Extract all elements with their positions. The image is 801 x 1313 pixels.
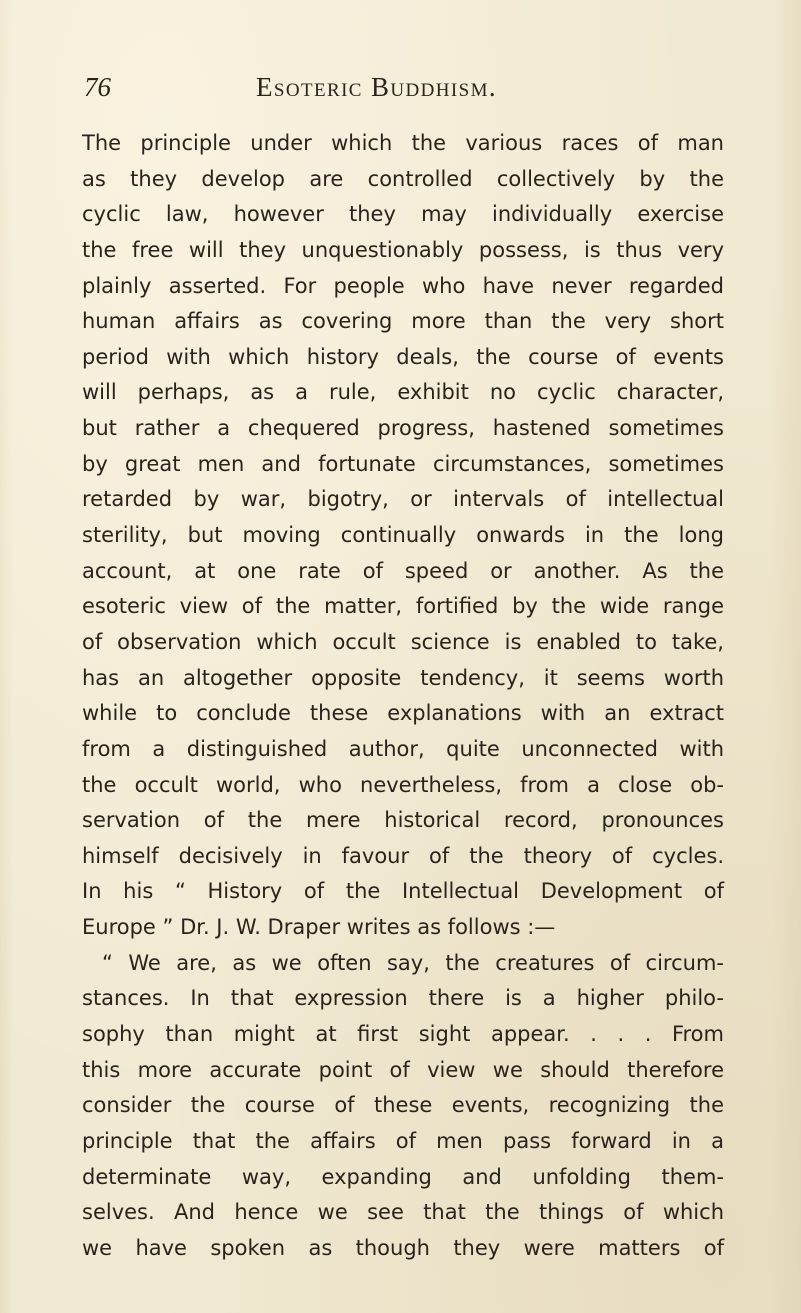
text-line: while to conclude these explanations with an extract	[82, 701, 724, 726]
text-line: period with which history deals, the course of events	[82, 344, 724, 369]
body-text	[82, 126, 724, 1267]
quote-line: stances. In that expression there is a higher philo-	[82, 986, 724, 1011]
text-line: but rather a chequered progress, hastened sometimes	[82, 416, 724, 441]
text-line: by great men and fortunate circumstances, sometimes	[82, 451, 724, 476]
text-line: retarded by war, bigotry, or intervals of intellectual	[82, 487, 724, 512]
text-line: account, at one rate of speed or another. As the	[82, 558, 724, 583]
quote-line: “ We are, as we often say, the creatures of circum-	[102, 950, 724, 975]
quote-line: principle that the affairs of men pass forward in a	[82, 1128, 724, 1153]
text-line: In his “ History of the Intellectual Development of	[82, 879, 724, 904]
text-line: Europe ” Dr. J. W. Draper writes as follows :—	[82, 915, 556, 940]
text-line: human affairs as covering more than the very short	[82, 309, 724, 334]
text-line: the free will they unquestionably possess, is thus very	[82, 237, 724, 262]
text-line: servation of the mere historical record, pronounces	[82, 808, 724, 833]
text-line: The principle under which the various races of man	[82, 131, 724, 155]
running-title: Esoteric Buddhism.	[256, 72, 498, 102]
text-line: the occult world, who nevertheless, from a close ob-	[82, 772, 724, 797]
page-number: 76	[84, 72, 111, 102]
text-line: sterility, but moving continually onwards in the long	[82, 523, 724, 548]
quote-line: consider the course of these events, recognizing the	[82, 1093, 724, 1118]
text-line: of observation which occult science is enabled to take,	[82, 629, 724, 654]
quote-line: this more accurate point of view we should therefore	[82, 1057, 724, 1082]
quote-line: we have spoken as though they were matters of	[82, 1235, 724, 1260]
text-line: esoteric view of the matter, fortified by the wide range	[82, 594, 724, 619]
running-head	[84, 72, 724, 108]
quote-line: determinate way, expanding and unfolding them-	[82, 1164, 724, 1189]
text-line: from a distinguished author, quite unconnected with	[82, 736, 724, 761]
text-line: has an altogether opposite tendency, it seems worth	[82, 665, 724, 690]
text-line: as they develop are controlled collectively by the	[82, 166, 724, 191]
quote-line: selves. And hence we see that the things of which	[82, 1200, 724, 1225]
text-line: will perhaps, as a rule, exhibit no cyclic character,	[82, 380, 724, 405]
text-line: cyclic law, however they may individually exercise	[82, 202, 724, 227]
text-line: himself decisively in favour of the theory of cycles.	[82, 843, 724, 868]
text-line: plainly asserted. For people who have never regarded	[82, 273, 724, 298]
quote-line: sophy than might at first sight appear. . . . From	[82, 1022, 724, 1047]
